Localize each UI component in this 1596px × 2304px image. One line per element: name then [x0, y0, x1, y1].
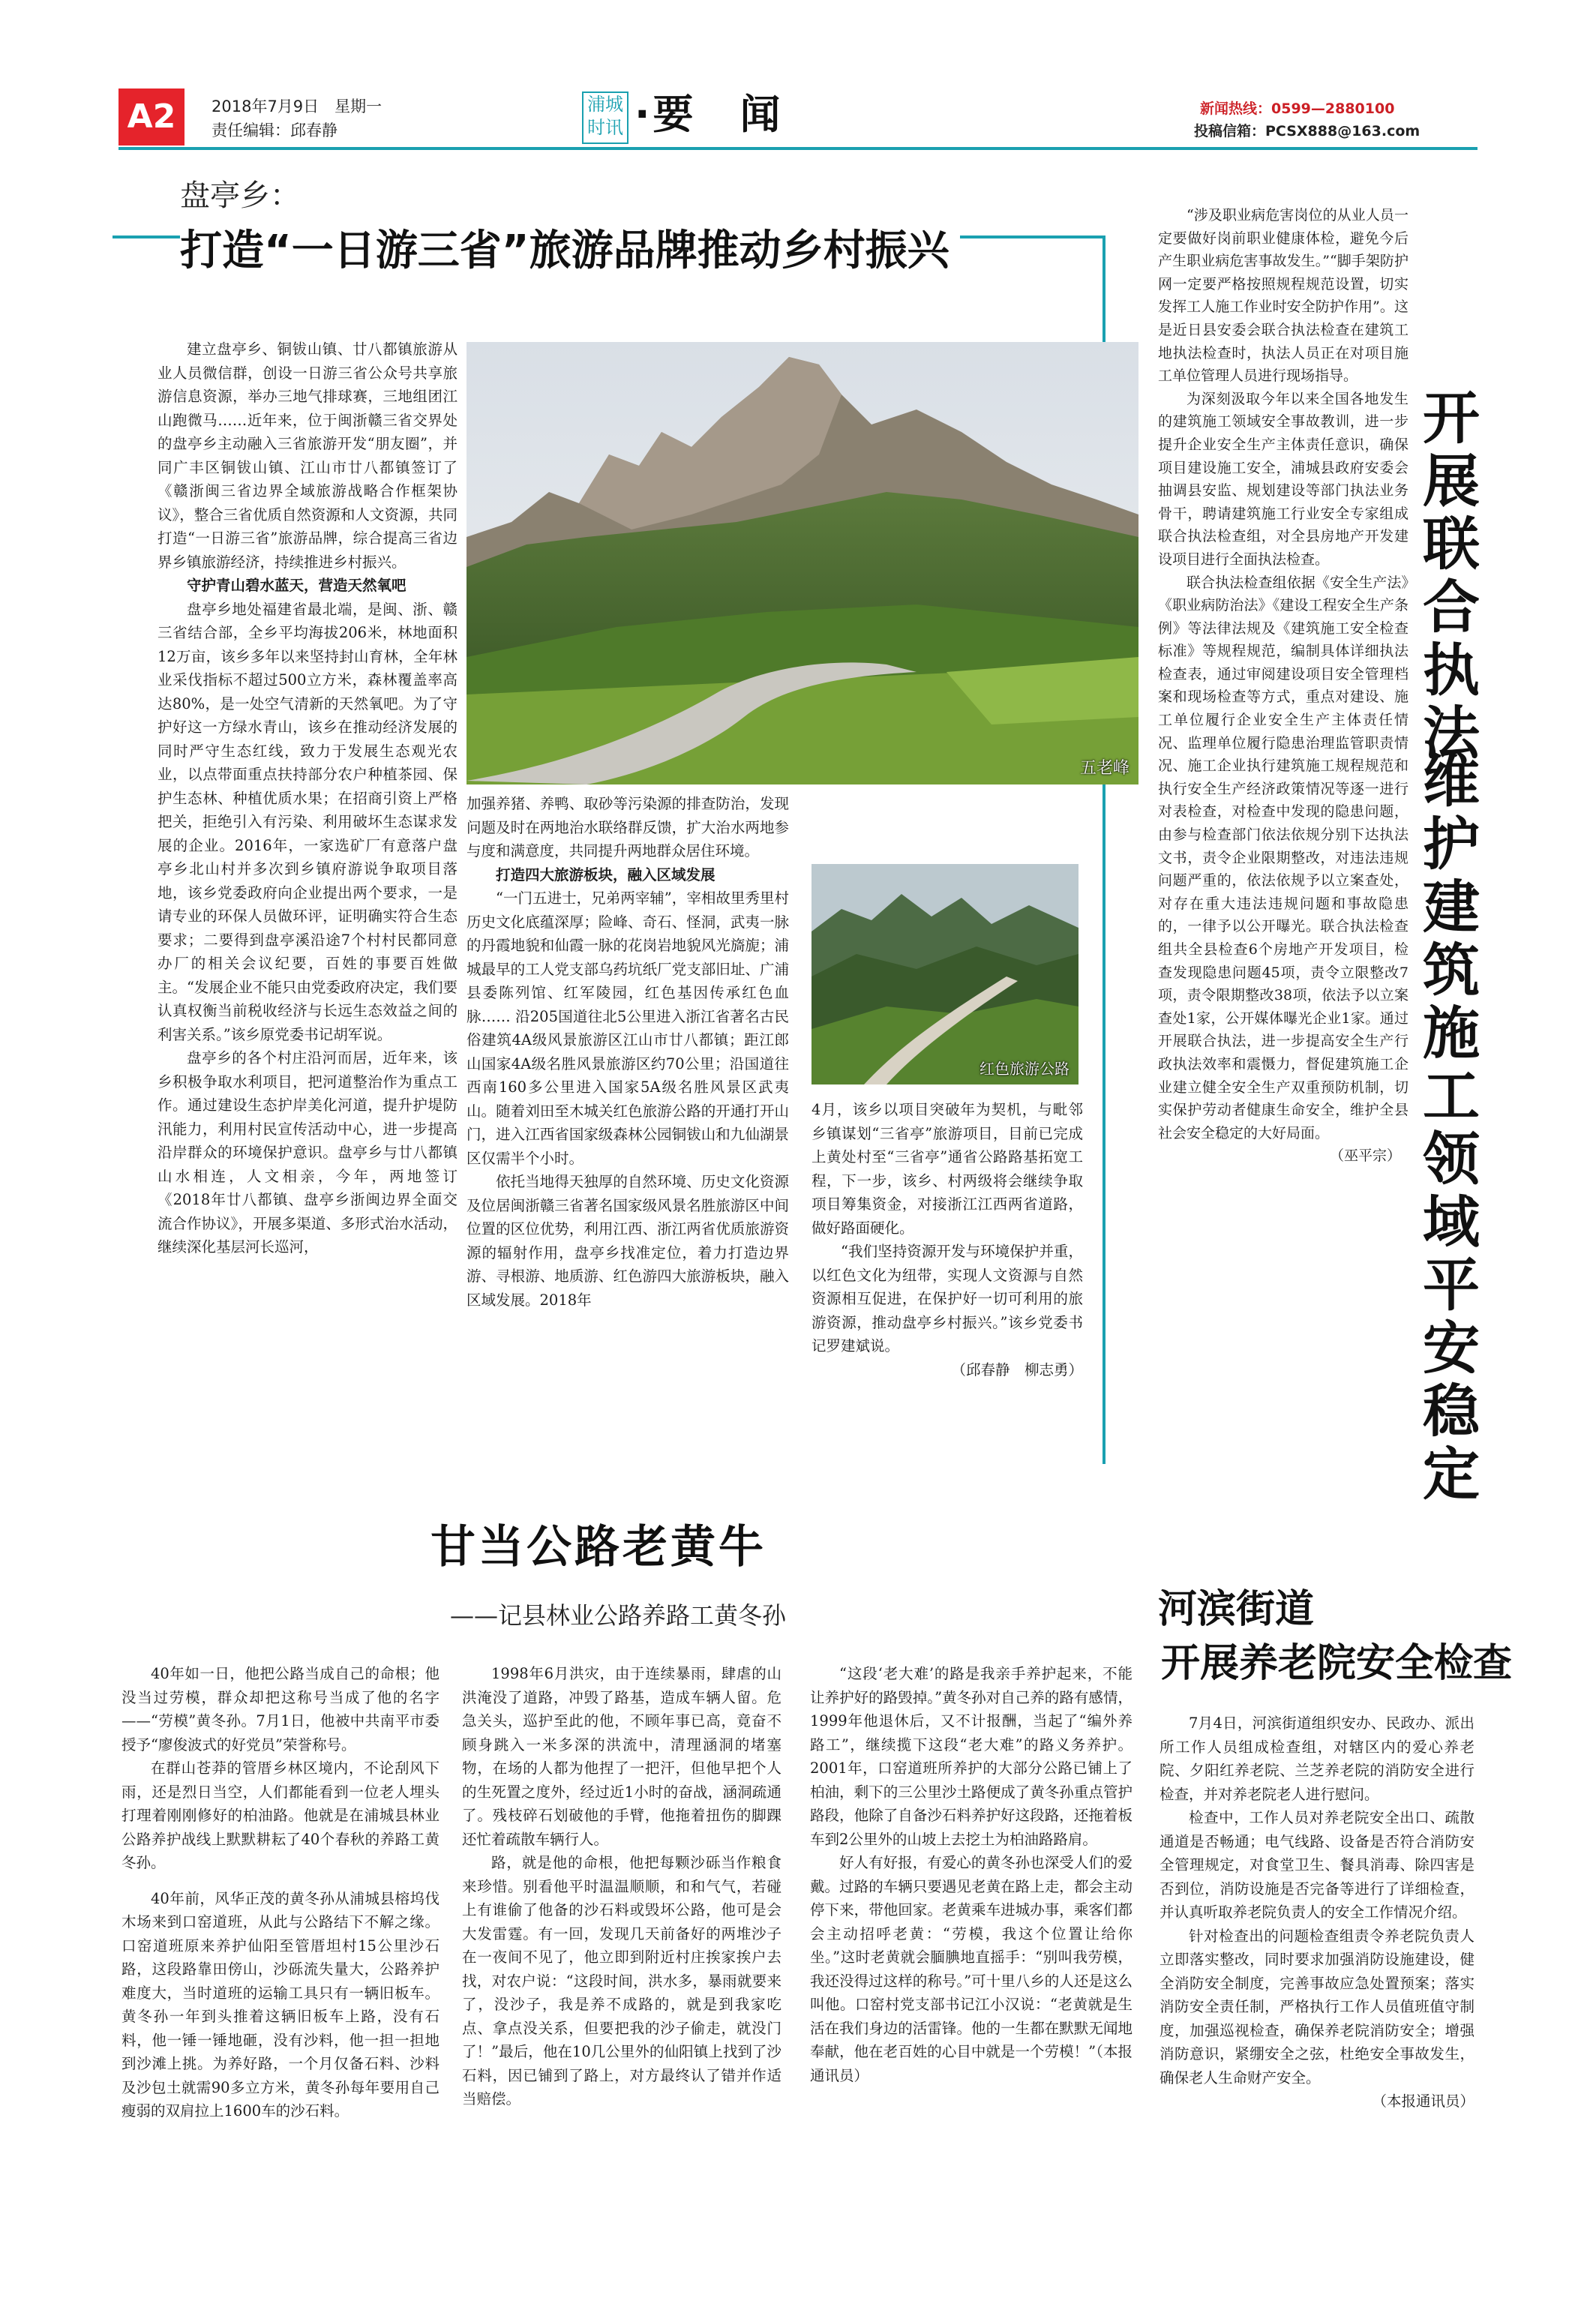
article1-title: 打造“一日游三省”旅游品牌推动乡村振兴: [180, 225, 960, 278]
masthead-logo: [582, 92, 628, 144]
paragraph: 盘亭乡的各个村庄沿河而居，近年来，该乡积极争取水利项目，把河道整治作为重点工作。通过建设生态护岸美化河道，提升护堤防汛能力，利用村民宣传活动中心，进一步提高沿岸群众的环境保护意识。盘亭乡与廿八都镇山水相连，人文相亲，今年，两地签订《2018年廿八都镇、盘亭乡浙闽边界全面交流合作协议》，开展多渠道、多形式治水活动，继续深化基层河长巡河，: [158, 1049, 458, 1256]
article1-column-3: [812, 1098, 1083, 1382]
article1-byline: （邱春静 柳志勇）: [951, 1360, 1083, 1378]
paragraph: 4月，该乡以项目突破年为契机，与毗邻乡镇谋划“三省亭”旅游项目，目前已完成上黄处村至“三省亭”通省公路路基拓宽工程，下一步，该乡、村两级将会继续争取项目筹集资金，对接浙江江西两省道路，做好路面硬化。: [812, 1101, 1083, 1237]
paragraph: 好人有好报，有爱心的黄冬孙也深受人们的爱戴。过路的车辆只要遇见老黄在路上走，都会主动停下来，带他回家。老黄乘车进城办事，乘客们都会主动招呼老黄：“劳模，我这个位置让给你坐。”这时老黄就会腼腆地直摇手：“别叫我劳模，我还没得过这样的称号。”可十里八乡的人还是这么叫他。口窑村党支部书记江小汉说：“老黄就是生活在我们身边的活雷锋。他的一生都在默默无闻地奉献，他在老百姓的心目中就是一个劳模！”（本报通讯员）: [810, 1854, 1132, 2084]
article4-byline: （本报通讯员）: [1372, 2092, 1474, 2110]
article2-body: [1158, 204, 1408, 1168]
paragraph: 建立盘亭乡、铜钹山镇、廿八都镇旅游从业人员微信群，创设一日游三省公众号共享旅游信息资源，举办三地气排球赛，三地组团江山跑微马……近年来，位于闽浙赣三省交界处的盘亭乡主动融入三省旅游开发“朋友圈”，并同广丰区铜钹山镇、江山市廿八都镇签订了《赣浙闽三省边界全域旅游战略合作框架协议》，整合三省优质自然资源和人文资源，共同打造“一日游三省”旅游品牌，综合提高三省边界乡镇旅游经济，持续推进乡村振兴。: [158, 340, 458, 571]
article2-title-line-2: 维护建筑施工领域平安稳定: [1423, 748, 1480, 1508]
section-name: ·要 闻: [634, 91, 784, 138]
photo2-caption: 红色旅游公路: [980, 1060, 1070, 1078]
paragraph: 7月4日，河滨街道组织安办、民政办、派出所工作人员组成检查组，对辖区内的爱心养老院、夕阳红养老院、兰芝养老院的消防安全进行检查，并对养老院老人进行慰问。: [1160, 1714, 1474, 1803]
paragraph: “我们坚持资源开发与环境保护并重，以红色文化为纽带，实现人文资源与自然资源相互促进，在保护好一切可利用的旅游资源，推动盘亭乡村振兴。”该乡党委书记罗建斌说。: [812, 1243, 1083, 1354]
article3-column-2: [462, 1662, 782, 2111]
photo-wulao-peak: [466, 342, 1138, 784]
logo-line-1: 浦城: [587, 94, 623, 115]
article3-column-3: [810, 1662, 1132, 2087]
header-rule: [118, 147, 1478, 150]
article1-kicker: 盘亭乡：: [180, 178, 300, 213]
article4-title-line-2: 开展养老院安全检查: [1161, 1640, 1513, 1686]
paragraph: 40年如一日，他把公路当成自己的命根；他没当过劳模，群众却把这称号当成了他的名字——“劳模”黄冬孙。7月1日，他被中共南平市委授予“廖俊波式的好党员”荣誉称号。: [122, 1665, 440, 1754]
paragraph: 40年前，风华正茂的黄冬孙从浦城县榕坞伐木场来到口窑道班，从此与公路结下不解之缘。口窑道班原来养护仙阳至管厝坦村15公里沙石路，这段路靠田傍山，沙砾流失量大，公路养护难度大，当时道班的运输工具只有一辆旧板车。黄冬孙一年到头推着这辆旧板车上路，没有石料，他一锤一锤地砸，没有沙料，他一担一担地到沙滩上挑。为养好路，一个月仅备石料、沙料及沙包土就需90多立方米，黄冬孙每年要用自己瘦弱的双肩拉上1600车的沙石料。: [122, 1889, 440, 2120]
article4-body: [1160, 1712, 1474, 2114]
editor-credit: 责任编辑：邱春静: [212, 122, 338, 140]
paragraph: 为深刻汲取今年以来全国各地发生的建筑施工领域安全事故教训，进一步提升企业安全生产主体责任意识，确保项目建设施工安全，浦城县政府安委会抽调县安监、规划建设等部门执法业务骨干，聘请建筑施工行业安全专家组成联合执法检查组，对全县房地产开发建设项目进行全面执法检查。: [1158, 390, 1408, 568]
paragraph: 联合执法检查组依据《安全生产法》《职业病防治法》《建设工程安全生产条例》等法律法规及《建筑施工安全检查标准》等规程规范，编制具体详细执法检查表，通过审阅建设项目安全管理档案和现场检查等方式，重点对建设、施工单位履行企业安全生产主体责任情况、监理单位履行隐患治理监管职责情况、施工企业执行建筑施工规程规范和执行安全生产经济政策情况等逐一进行对表检查，对检查中发现的隐患问题，由参与检查部门依法依规分别下达执法文书，责令企业限期整改，对违法违规问题严重的，依法依规予以立案查处，对存在重大违法违规问题和事故隐患的，一律予以公开曝光。联合执法检查组共全县检查6个房地产开发项目，检查发现隐患问题45项，责令立限整改7项，责令限期整改38项，依法予以立案查处1家，公开媒体曝光企业1家。通过开展联合执法，进一步提高安全生产行政执法效率和震慑力，督促建筑施工企业建立健全安全生产双重预防机制，切实保护劳动者健康生命安全，维护全县社会安全稳定的大好局面。: [1158, 574, 1408, 1142]
paragraph: 依托当地得天独厚的自然环境、历史文化资源及位居闽浙赣三省著名国家级风景名胜旅游区中间位置的区位优势，利用江西、浙江两省优质旅游资源的辐射作用，盘亭乡找准定位，着力打造边界游、寻根游、地质游、红色游四大旅游板块，融入区域发展。2018年: [466, 1173, 789, 1309]
submission-email: 投稿信箱：PCSX888@163.com: [1194, 123, 1420, 140]
page-tag: A2: [118, 88, 184, 146]
article2-byline: （巫平宗）: [1329, 1148, 1401, 1165]
paragraph: 在群山苍莽的管厝乡林区境内，不论刮风下雨，还是烈日当空，人们都能看到一位老人埋头打理着刚刚修好的柏油路。他就是在浦城县林业公路养护战线上默默耕耘了40个春秋的养路工黄冬孙。: [122, 1760, 440, 1871]
news-hotline: 新闻热线：0599—2880100: [1200, 100, 1395, 117]
article1-column-1: [158, 338, 458, 1259]
article1-subhead-2: 打造四大旅游板块，融入区域发展: [496, 866, 716, 884]
mountain-landscape-image: [466, 342, 1138, 784]
paragraph: 盘亭乡地处福建省最北端，是闽、浙、赣三省结合部，全乡平均海拔206米，林地面积12万亩，该乡多年以来坚持封山育林，全年林业采伐指标不超过500立方米，森林覆盖率高达80%，是一处空气清新的天然氧吧。为了守护好这一方绿水青山，该乡在推动经济发展的同时严守生态红线，致力于发展生态观光农业，以点带面重点扶持部分农户种植茶园、保护生态林、种植优质水果；在招商引资上严格把关，拒绝引入有污染、利用破坏生态谋求发展的企业。2016年，一家选矿厂有意落户盘亭乡北山村并多次到乡镇府游说争取项目落地，该乡党委政府向企业提出两个要求，一是请专业的环保人员做环评，证明确实符合生态要求；二要得到盘亭溪沿途7个村村民都同意办厂的相关会议纪要，百姓的事要百姓做主。“发展企业不能只由党委政府决定，我们要认真权衡当前税收经济与长远生态效益之间的利害关系。”该乡原党委书记胡军说。: [158, 600, 458, 1043]
paragraph: “一门五进士，兄弟两宰辅”，宰相故里秀里村历史文化底蕴深厚；险峰、奇石、怪洞，武夷一脉的丹霞地貌和仙霞一脉的花岗岩地貌风光旖旎；浦城最早的工人党支部乌药坑纸厂党支部旧址、广浦县委陈列馆、红军陵园，红色基因传承红色血脉…… 沿205国道往北5公里进入浙江省著名古民俗建筑4A级风景旅游区江山市廿八都镇；距江郎山国家4A级名胜风景旅游区约70公里；沿国道往西南160多公里进入国家5A级名胜风景区武夷山。随着刘田至木城关红色旅游公路的开通打开山门，进入江西省国家级森林公园铜钹山和九仙湖景区仅需半个小时。: [466, 890, 789, 1167]
article4-title-line-1: 河滨街道: [1158, 1586, 1315, 1632]
valley-road-image: [812, 864, 1078, 1084]
article1-column-2: [466, 792, 789, 1312]
paragraph: 1998年6月洪灾，由于连续暴雨，肆虐的山洪淹没了道路，冲毁了路基，造成车辆人留。危急关头，巡护至此的他，不顾年事已高，竟奋不顾身跳入一米多深的洪流中，清理涵洞的堵塞物，在场的人都为他捏了一把汗，但他早把个人的生死置之度外，经过近1小时的奋战，涵洞疏通了。残枝碎石划破他的手臂，他拖着扭伤的脚踝还忙着疏散车辆行人。: [462, 1665, 782, 1848]
paragraph: 检查中，工作人员对养老院安全出口、疏散通道是否畅通；电气线路、设备是否符合消防安全管理规定，对食堂卫生、餐具消毒、除四害是否到位，消防设施是否完备等进行了详细检查，并认真听取养老院负责人的安全工作情况介绍。: [1160, 1809, 1474, 1921]
paragraph: “这段‘老大难’的路是我亲手养护起来，不能让养护好的路毁掉。”黄冬孙对自己养的路有感情，1999年他退休后，又不计报酬，当起了“编外养路工”，继续揽下这段“老大难”的路义务养护。2001年，口窑道班所养护的大部分公路已铺上了柏油，剩下的三公里沙土路便成了黄冬孙重点管护路段，他除了自备沙石料养护好这段路，还拖着板车到2公里外的山坡上去挖土为柏油路路肩。: [810, 1665, 1132, 1848]
article3-subtitle: ——记县林业公路养路工黄冬孙: [450, 1601, 787, 1630]
issue-date: 2018年7月9日 星期一: [212, 98, 382, 116]
article3-column-1: [122, 1662, 440, 2123]
article3-title: 甘当公路老黄牛: [430, 1521, 766, 1574]
paragraph: “涉及职业病危害岗位的从业人员一定要做好岗前职业健康体检，避免今后产生职业病危害事故发生。”“脚手架防护网一定要严格按照规程规范设置，切实发挥工人施工作业时安全防护作用”。这是近日县安委会联合执法检查在建筑工地执法检查时，执法人员正在对项目施工单位管理人员进行现场指导。: [1158, 207, 1408, 385]
article2-title-line-1: 开展联合执法: [1423, 385, 1480, 766]
article1-subhead-1: 守护青山碧水蓝天，营造天然氧吧: [187, 577, 406, 594]
photo-red-tourism-road: [812, 864, 1078, 1084]
photo1-caption: 五老峰: [1079, 759, 1130, 778]
paragraph: 针对检查出的问题检查组责令养老院负责人立即落实整改，同时要求加强消防设施建设，健全消防安全制度，完善事故应急处置预案；落实消防安全责任制，严格执行工作人员值班值守制度，加强巡视检查，确保养老院消防安全；增强消防意识，紧绷安全之弦，杜绝安全事故发生，确保老人生命财产安全。: [1160, 1927, 1474, 2086]
paragraph: 加强养猪、养鸭、取砂等污染源的排查防治，发现问题及时在两地治水联络群反馈，扩大治水两地参与度和满意度，共同提升两地群众居住环境。: [466, 795, 789, 860]
paragraph: 路，就是他的命根，他把每颗沙砾当作粮食来珍惜。别看他平时温温顺顺，和和气气，若碰上有谁偷了他备的沙石料或毁坏公路，他可是会大发雷霆。有一回，发现几天前备好的两堆沙子在一夜间不见了，他立即到附近村庄挨家挨户去找，对农户说：“这段时间，洪水多，暴雨就要来了，没沙子，我是养不成路的，就是到我家吃点、拿点没关系，但要把我的沙子偷走，就没门了！”最后，他在10几公里外的仙阳镇上找到了沙石料，因已铺到了路上，对方最终认了错并作适当赔偿。: [462, 1854, 782, 2108]
logo-line-2: 时讯: [587, 117, 623, 138]
